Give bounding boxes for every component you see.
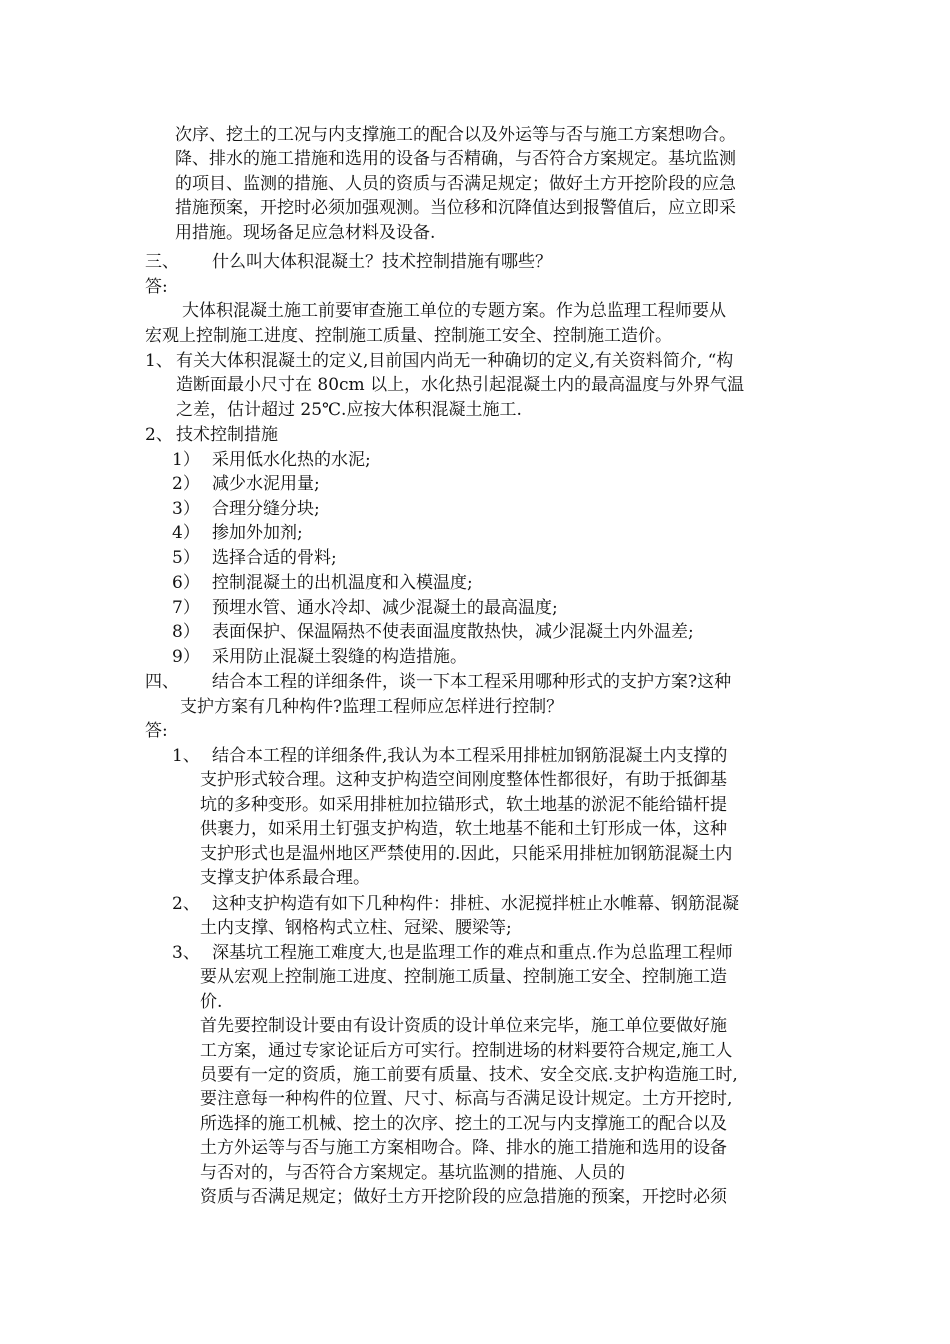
- text-line: 降、排水的施工措施和选用的设备与否精确，与否符合方案规定。基坑监测: [175, 149, 736, 170]
- text-line: 支护形式也是温州地区严禁使用的.因此，只能采用排桩加钢筋混凝土内: [200, 843, 733, 864]
- measure-number: 6）: [172, 573, 200, 593]
- intro-line: [182, 299, 726, 323]
- measure-number: 7）: [172, 598, 200, 618]
- text-line: 员要有一定的资质，施工前要有质量、技术、安全交底.支护构造施工时,: [200, 1065, 738, 1086]
- item-text: [200, 744, 732, 890]
- measure-number: 4）: [172, 523, 200, 543]
- item-text: [200, 892, 739, 941]
- measure-text: 减少水泥用量;: [212, 474, 320, 494]
- question-text: 结合本工程的详细条件，谈一下本工程采用哪种形式的支护方案?这种: [212, 672, 732, 692]
- text-line: 坑的多种变形。如采用排桩加拉锚形式，软土地基的淤泥不能给锚杆提: [200, 794, 727, 815]
- text-line: 宏观上控制施工进度、控制施工质量、控制施工安全、控制施工造价。: [145, 326, 672, 346]
- measure-text: 表面保护、保温隔热不使表面温度散热快，减少混凝土内外温差;: [212, 622, 694, 642]
- question-text: 什么叫大体积混凝土？技术控制措施有哪些？: [212, 252, 552, 272]
- text-line: 结合本工程的详细条件,我认为本工程采用排桩加钢筋混凝土内支撑的: [212, 746, 728, 766]
- item-number: 2、: [172, 894, 200, 914]
- text-line: 要从宏观上控制施工进度、控制施工质量、控制施工安全、控制施工造: [200, 967, 727, 988]
- text-line: 所选择的施工机械、挖土的次序、挖土的工况与内支撑施工的配合以及: [200, 1113, 727, 1134]
- item-number: 1、: [172, 746, 200, 766]
- text-line: 与否对的，与否符合方案规定。基坑监测的措施、人员的: [200, 1162, 625, 1183]
- text-line: 有关大体积混凝土的定义,目前国内尚无一种确切的定义,有关资料简介, “构: [176, 351, 734, 371]
- text-line: 用措施。现场备足应急材料及设备.: [175, 222, 436, 243]
- text-line: 供裹力，如采用土钉强支护构造，软土地基不能和土钉形成一体，这种: [200, 819, 727, 840]
- item-number: 1、: [145, 351, 173, 371]
- text-line: 次序、挖土的工况与内支撑施工的配合以及外运等与否与施工方案想吻合。: [175, 125, 736, 145]
- text-line: 深基坑工程施工难度大,也是监理工作的难点和重点.作为总监理工程师: [212, 943, 733, 963]
- measure-text: 控制混凝土的出机温度和入模温度;: [212, 573, 473, 593]
- continuation-paragraph: [175, 123, 736, 245]
- measure-text: 掺加外加剂;: [212, 523, 303, 543]
- text-line: 资质与否满足规定；做好土方开挖阶段的应急措施的预案，开挖时必须: [200, 1187, 727, 1208]
- measure-text: 采用低水化热的水泥;: [212, 450, 371, 470]
- question-text: 支护方案有几种构件?监理工程师应怎样进行控制？: [180, 697, 564, 717]
- text-line: 支护形式较合理。这种支护构造空间刚度整体性都很好，有助于抵御基: [200, 770, 727, 791]
- text-line: 的项目、监测的措施、人员的资质与否满足规定；做好土方开挖阶段的应急: [175, 173, 736, 194]
- measure-text: 合理分缝分块;: [212, 499, 320, 519]
- text-line: 要注意每一种构件的位置、尺寸、标高与否满足设计规定。土方开挖时,: [200, 1089, 733, 1110]
- item-number: 2、: [145, 425, 173, 445]
- text-line: 首先要控制设计要由有设计资质的设计单位来完毕，施工单位要做好施: [200, 1016, 727, 1037]
- question-number: 三、: [145, 252, 179, 272]
- item-text: [200, 941, 738, 1209]
- text-line: 支撑支护体系最合理。: [200, 868, 370, 889]
- answer-label: 答:: [145, 721, 168, 741]
- measure-number: 3）: [172, 499, 200, 519]
- text-line: 之差，估计超过 25℃.应按大体积混凝土施工.: [176, 399, 522, 420]
- text-line: 大体积混凝土施工前要审查施工单位的专题方案。作为总监理工程师要从: [182, 301, 726, 321]
- text-line: 土方外运等与否与施工方案相吻合。降、排水的施工措施和选用的设备: [200, 1138, 727, 1159]
- measure-text: 预埋水管、通水冷却、减少混凝土的最高温度;: [212, 598, 558, 618]
- text-line: 价.: [200, 991, 223, 1012]
- measure-number: 8）: [172, 622, 200, 642]
- answer-label: 答:: [145, 277, 168, 297]
- measure-number: 9）: [172, 647, 200, 667]
- text-line: 造断面最小尺寸在 80cm 以上，水化热引起混凝土内的最高温度与外界气温: [176, 375, 745, 396]
- measure-text: 采用防止混凝土裂缝的构造措施。: [212, 647, 467, 667]
- measure-number: 2）: [172, 474, 200, 494]
- measure-number: 5）: [172, 548, 200, 568]
- item-number: 3、: [172, 943, 200, 963]
- text-line: 工方案，通过专家论证后方可实行。控制进场的材料要符合规定,施工人: [200, 1040, 733, 1061]
- item-title: 技术控制措施: [176, 425, 278, 445]
- intro-line: [145, 324, 672, 348]
- text-line: 措施预案，开挖时必须加强观测。当位移和沉降值达到报警值后，应立即采: [175, 198, 736, 219]
- text-line: 土内支撑、钢格构式立柱、冠梁、腰梁等;: [200, 918, 512, 939]
- question-number: 四、: [145, 672, 179, 692]
- item-text: [176, 349, 744, 422]
- measure-text: 选择合适的骨料;: [212, 548, 337, 568]
- text-line: 这种支护构造有如下几种构件：排桩、水泥搅拌桩止水帷幕、钢筋混凝: [212, 894, 739, 914]
- measure-number: 1）: [172, 450, 200, 470]
